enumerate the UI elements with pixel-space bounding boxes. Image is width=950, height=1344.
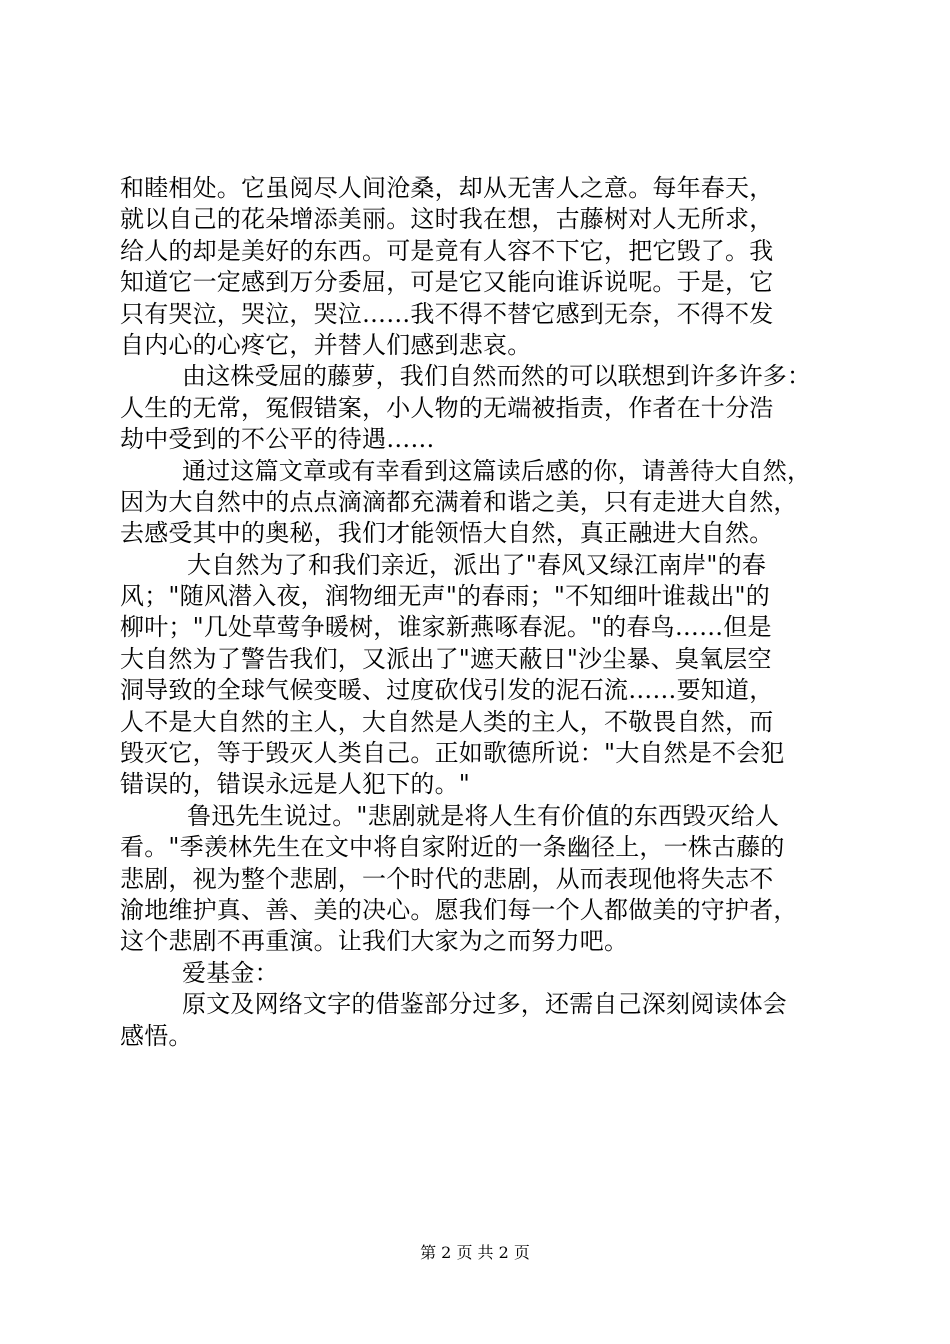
text-line: 毁灭它，等于毁灭人类自己。正如歌德所说："大自然是不会犯 — [120, 739, 785, 768]
text-line: 和睦相处。它虽阅尽人间沧桑，却从无害人之意。每年春天， — [120, 174, 774, 202]
text-line: 渝地维护真、善、美的决心。愿我们每一个人都做美的守护者， — [120, 895, 798, 924]
paragraph-start-line: 鲁迅先生说过。"悲剧就是将人生有价值的东西毁灭给人 — [187, 801, 780, 830]
text-line: 自内心的心疼它，并替人们感到悲哀。 — [120, 330, 532, 359]
text-line: 人生的无常，冤假错案，小人物的无端被指责，作者在十分浩 — [120, 393, 774, 422]
text-line: 劫中受到的不公平的待遇…… — [120, 425, 435, 454]
comment-heading: 爱基金： — [182, 958, 279, 987]
paragraph-start-line: 由这株受屈的藤萝，我们自然而然的可以联想到许多许多： — [182, 362, 812, 391]
text-line: 感悟。 — [120, 1021, 193, 1050]
text-line: 因为大自然中的点点滴滴都充满着和谐之美，只有走进大自然， — [120, 487, 798, 516]
text-line: 就以自己的花朵增添美丽。这时我在想，古藤树对人无所求， — [120, 205, 774, 234]
text-line: 错误的，错误永远是人犯下的。" — [120, 770, 471, 799]
paragraph-start-line: 大自然为了和我们亲近，派出了"春风又绿江南岸"的春 — [187, 550, 767, 579]
text-line: 这个悲剧不再重演。让我们大家为之而努力吧。 — [120, 927, 629, 956]
text-line: 风；"随风潜入夜，润物细无声"的春雨；"不知细叶谁裁出"的 — [120, 582, 770, 611]
text-line: 洞导致的全球气候变暖、过度砍伐引发的泥石流……要知道， — [120, 676, 774, 705]
text-line: 给人的却是美好的东西。可是竟有人容不下它，把它毁了。我 — [120, 236, 774, 265]
text-line: 去感受其中的奥秘，我们才能领悟大自然，真正融进大自然。 — [120, 519, 774, 548]
paragraph-start-line: 通过这篇文章或有幸看到这篇读后感的你，请善待大自然， — [182, 456, 812, 485]
page-number-footer: 第 2 页 共 2 页 — [420, 1243, 530, 1262]
text-line: 人不是大自然的主人，大自然是人类的主人，不敬畏自然，而 — [120, 707, 774, 736]
paragraph-start-line: 原文及网络文字的借鉴部分过多，还需自己深刻阅读体会 — [182, 990, 787, 1019]
text-line: 柳叶；"几处草莺争暖树，谁家新燕啄春泥。"的春鸟……但是 — [120, 613, 772, 642]
document-body — [120, 173, 840, 1052]
text-line: 大自然为了警告我们，又派出了"遮天蔽日"沙尘暴、臭氧层空 — [120, 644, 772, 673]
text-line: 悲剧，视为整个悲剧，一个时代的悲剧，从而表现他将失志不 — [120, 864, 774, 893]
text-line: 知道它一定感到万分委屈，可是它又能向谁诉说呢。于是，它 — [120, 268, 774, 297]
text-line: 看。"季羡林先生在文中将自家附近的一条幽径上，一株古藤的 — [120, 833, 785, 862]
text-line: 只有哭泣，哭泣，哭泣……我不得不替它感到无奈，不得不发 — [120, 299, 774, 328]
